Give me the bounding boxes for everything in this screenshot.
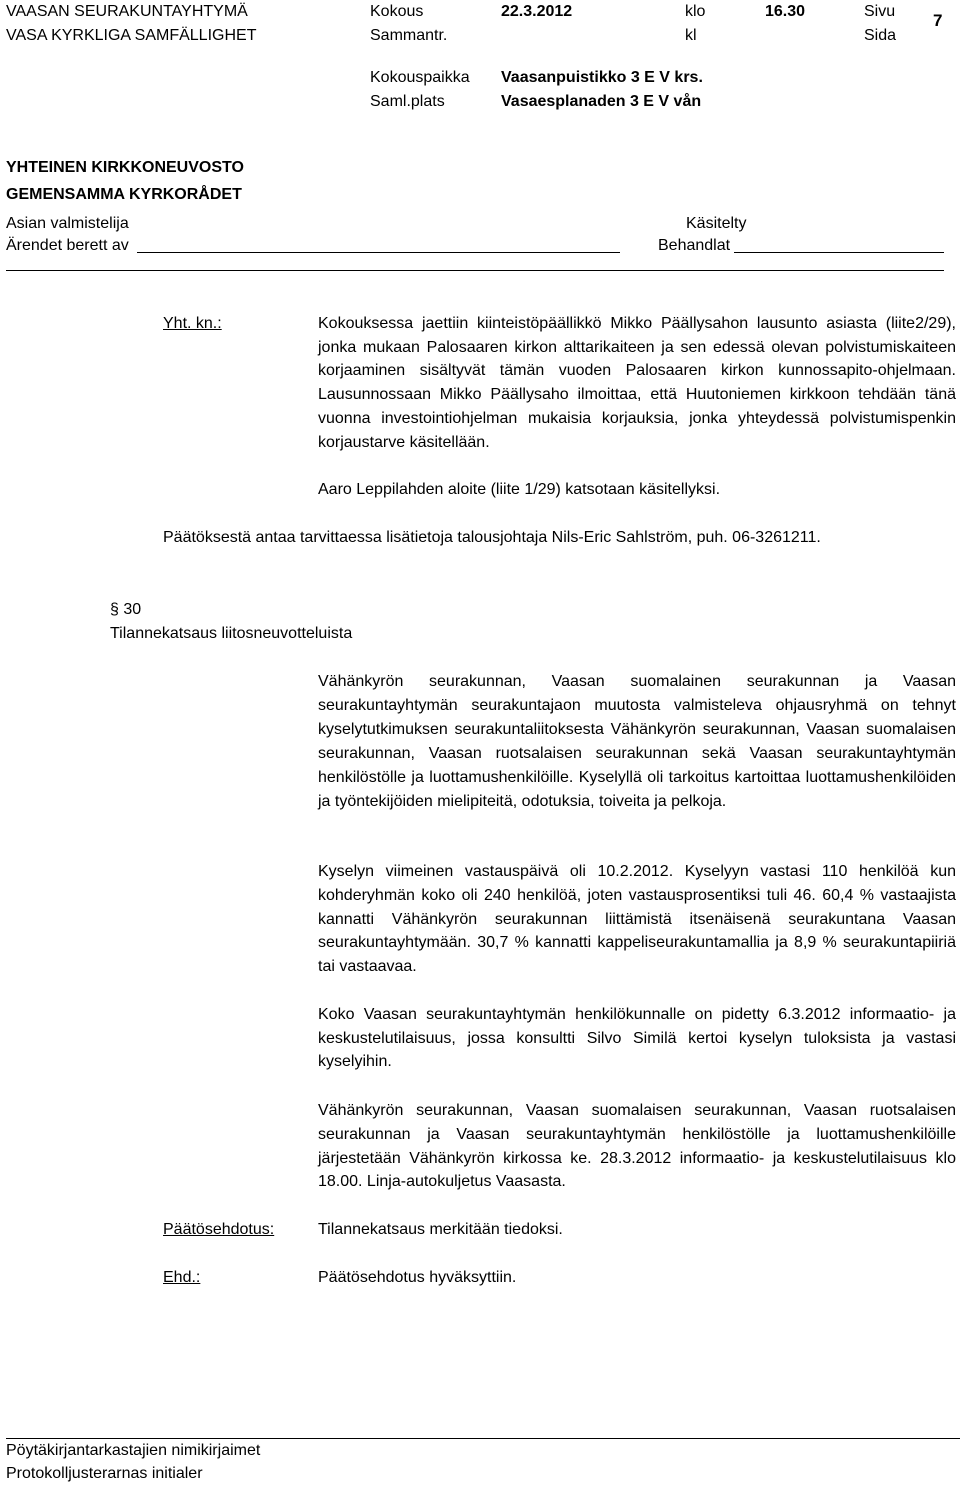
header-divider bbox=[6, 270, 944, 271]
meeting-label-sv: Sammantr. bbox=[370, 27, 448, 44]
section-paragraph-2: Kyselyn viimeinen vastauspäivä oli 10.2.2012. Kyselyyn vastasi 110 henkilöä kun kohderyhmän koko oli 240 henkilöä, joten vastausprosentiksi tuli 46. 60,4 % vastaajista kannatti Vähänkyrön seurakunnan liittämistä itsenäisenä seurakuntana Vaasan seurakuntayhtymään. 30,7 % kannatti kappeliseurakuntamallia ja 8,9 % seurakuntapiiriä tai vastaavaa. bbox=[318, 863, 956, 976]
place-label-sv: Saml.plats bbox=[370, 93, 445, 110]
preparer-signature-line bbox=[137, 252, 620, 253]
proposal-text: Tilannekatsaus merkitään tiedoksi. bbox=[318, 1221, 563, 1238]
handled-label-fi: Käsitelty bbox=[686, 215, 747, 232]
further-info: Päätöksestä antaa tarvittaessa lisätietoja talousjohtaja Nils-Eric Sahlström, puh. 06-3261211. bbox=[163, 529, 821, 546]
section-title: Tilannekatsaus liitosneuvotteluista bbox=[110, 625, 353, 642]
proposal-label: Päätösehdotus: bbox=[163, 1221, 275, 1238]
section-number: § 30 bbox=[110, 601, 142, 618]
meeting-date: 22.3.2012 bbox=[501, 3, 573, 20]
preparer-label-fi: Asian valmistelija bbox=[6, 215, 129, 232]
page-label-sv: Sida bbox=[864, 27, 897, 44]
body-name-sv: GEMENSAMMA KYRKORÅDET bbox=[6, 186, 242, 203]
section-paragraph-4: Vähänkyrön seurakunnan, Vaasan suomalaisen seurakunnan, Vaasan ruotsalaisen seurakunnan ja Vaasan seurakuntayhtymän henkilöstölle ja luottamushenkilöille järjestetään Vähänkyrön kirkossa ke. 28.3.2012 informaatio- ja keskustelutilaisuus klo 18.00. Linja-autokuljetus Vaasasta. bbox=[318, 1102, 956, 1191]
decision-text: Päätösehdotus hyväksyttiin. bbox=[318, 1269, 517, 1286]
org-name-fi: VAASAN SEURAKUNTAYHTYMÄ bbox=[6, 3, 248, 20]
preparer-label-sv: Ärendet berett av bbox=[6, 237, 129, 254]
page-label-fi: Sivu bbox=[864, 3, 896, 20]
meeting-place-fi: Vaasanpuistikko 3 E V krs. bbox=[501, 69, 703, 86]
body-name-fi: YHTEINEN KIRKKONEUVOSTO bbox=[6, 159, 244, 176]
footer-initials-sv: Protokolljusterarnas initialer bbox=[6, 1465, 203, 1482]
time-label-fi: klo bbox=[685, 3, 706, 20]
yht-kn-label: Yht. kn.: bbox=[163, 315, 222, 332]
meeting-place-sv: Vasaesplanaden 3 E V vån bbox=[501, 93, 702, 110]
handled-signature-line bbox=[734, 252, 944, 253]
page-number: 7 bbox=[933, 11, 943, 30]
meeting-time: 16.30 bbox=[765, 3, 806, 20]
section-paragraph-3: Koko Vaasan seurakuntayhtymän henkilökunnalle on pidetty 6.3.2012 informaatio- ja keskustelutilaisuus, jossa konsultti Silvo Similä kertoi kyselyn tuloksista ja vastasi kyselyihin. bbox=[318, 1006, 956, 1070]
prev-section-note: Aaro Leppilahden aloite (liite 1/29) katsotaan käsitellyksi. bbox=[318, 481, 721, 498]
meeting-label-fi: Kokous bbox=[370, 3, 424, 20]
prev-section-paragraph: Kokouksessa jaettiin kiinteistöpäällikkö Mikko Päällysahon lausunto asiasta (liite2/29), jonka mukaan Palosaaren kirkon alttarikaiteen ja sen edessä olevan polvistumiskaiteen korjaaminen sisältyvät tämän vuoden Palosaaren kirkon kunnossapito-ohjelmaan. Lausunnossaan Mikko Päällysaho ilmoittaa, että Huutoniemen kirkkoon tehdään tänä vuonna investointiohjelman mukaisia korjauksia, jonka yhteydessä polvistumispenkin korjaustarve käsitellään. bbox=[318, 315, 956, 451]
footer-initials-fi: Pöytäkirjantarkastajien nimikirjaimet bbox=[6, 1442, 261, 1459]
time-label-sv: kl bbox=[685, 27, 697, 44]
section-paragraph-1: Vähänkyrön seurakunnan, Vaasan suomalainen seurakunnan ja Vaasan seurakuntayhtymän seurakuntajaon muutosta valmisteleva ohjausryhmä on tehnyt kyselytutkimuksen seurakuntaliitoksesta Vähänkyrön seurakunnan, Vaasan suomalaisen seurakunnan, Vaasan ruotsalaisen seurakunnan sekä Vaasan seurakuntayhtymän henkilöstölle ja luottamushenkilöille. Kyselyllä oli tarkoitus kartoittaa luottamushenkilöiden ja työntekijöiden mielipiteitä, odotuksia, toiveita ja pelkoja. bbox=[318, 673, 956, 810]
org-name-sv: VASA KYRKLIGA SAMFÄLLIGHET bbox=[6, 27, 257, 44]
place-label-fi: Kokouspaikka bbox=[370, 69, 470, 86]
decision-label: Ehd.: bbox=[163, 1269, 201, 1286]
handled-label-sv: Behandlat bbox=[658, 237, 731, 254]
